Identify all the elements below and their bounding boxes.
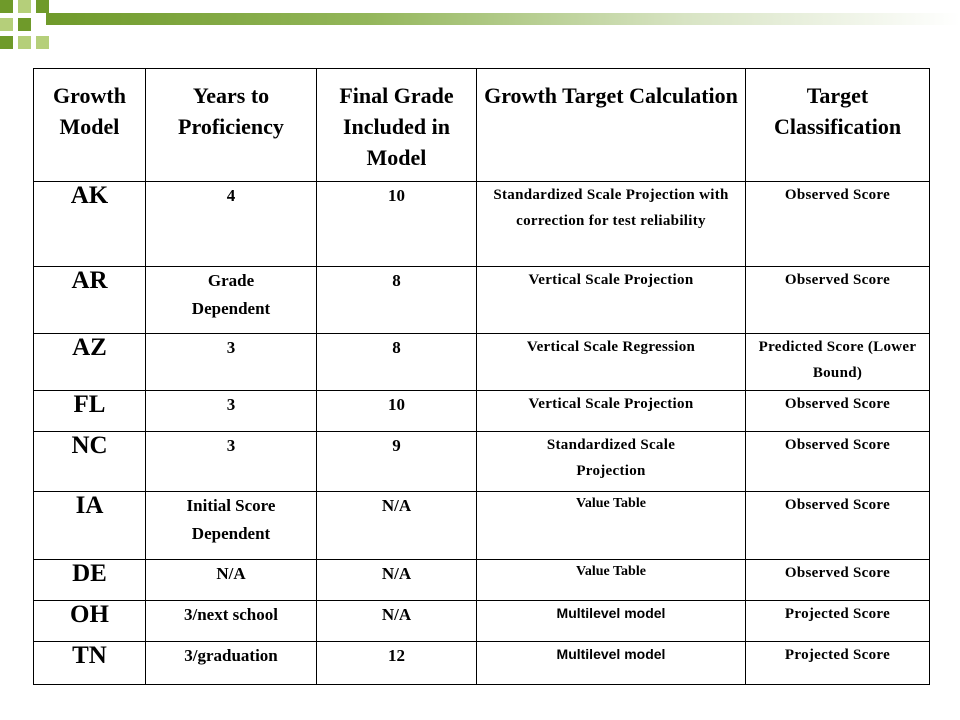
deco-square: [18, 36, 31, 49]
calc-cell: Vertical Scale Projection: [477, 391, 746, 432]
state-cell: OH: [34, 601, 146, 642]
calc-cell: Vertical Scale Regression: [477, 334, 746, 391]
classification-cell: Observed Score: [746, 492, 930, 560]
table-row: [34, 267, 930, 334]
classification-cell: Observed Score: [746, 432, 930, 492]
table-row: [34, 432, 930, 492]
years-text: Initial Score Dependent: [186, 496, 276, 543]
grade-cell: N/A: [317, 560, 477, 601]
years-cell: [146, 267, 317, 334]
grade-cell: 8: [317, 267, 477, 334]
grade-cell: 10: [317, 391, 477, 432]
calc-cell: [477, 432, 746, 492]
state-cell: AZ: [34, 334, 146, 391]
header-decoration: [0, 0, 960, 60]
state-cell: DE: [34, 560, 146, 601]
calc-text: Standardized Scale Projection with correction for test reliability: [493, 187, 729, 229]
classification-cell: Observed Score: [746, 391, 930, 432]
table-row: [34, 334, 930, 391]
state-cell: AR: [34, 267, 146, 334]
grade-cell: 10: [317, 182, 477, 267]
classification-cell: Observed Score: [746, 560, 930, 601]
years-cell: 3: [146, 334, 317, 391]
header-years-to-proficiency: Years to Proficiency: [146, 69, 317, 182]
calc-cell: Value Table: [477, 492, 746, 560]
header-growth-model: Growth Model: [34, 69, 146, 182]
years-cell: 3: [146, 391, 317, 432]
deco-square: [0, 18, 13, 31]
years-cell: 4: [146, 182, 317, 267]
deco-square: [18, 18, 31, 31]
calc-cell: Value Table: [477, 560, 746, 601]
deco-square: [0, 36, 13, 49]
header-final-grade: Final Grade Included in Model: [317, 69, 477, 182]
table-row: [34, 492, 930, 560]
header-growth-target-calc: Growth Target Calculation: [477, 69, 746, 182]
grade-cell: N/A: [317, 492, 477, 560]
table-header-row: [34, 69, 930, 182]
grade-cell: N/A: [317, 601, 477, 642]
state-cell: IA: [34, 492, 146, 560]
table-row: [34, 601, 930, 642]
state-cell: FL: [34, 391, 146, 432]
deco-square: [18, 0, 31, 13]
classification-cell: Projected Score: [746, 642, 930, 685]
years-cell: 3/next school: [146, 601, 317, 642]
years-cell: 3: [146, 432, 317, 492]
deco-square: [0, 0, 13, 13]
calc-cell: [477, 182, 746, 267]
classification-cell: [746, 334, 930, 391]
deco-square: [36, 36, 49, 49]
table-row: [34, 642, 930, 685]
classification-text: Predicted Score (Lower Bound): [758, 339, 917, 381]
classification-cell: Observed Score: [746, 267, 930, 334]
years-text: Grade Dependent: [191, 271, 271, 318]
years-cell: N/A: [146, 560, 317, 601]
calc-cell: Multilevel model: [477, 642, 746, 685]
classification-cell: Projected Score: [746, 601, 930, 642]
table-row: [34, 560, 930, 601]
years-cell: [146, 492, 317, 560]
years-cell: 3/graduation: [146, 642, 317, 685]
header-target-classification: Target Classification: [746, 69, 930, 182]
table-row: [34, 182, 930, 267]
calc-cell: Vertical Scale Projection: [477, 267, 746, 334]
table-row: [34, 391, 930, 432]
state-cell: NC: [34, 432, 146, 492]
grade-cell: 8: [317, 334, 477, 391]
growth-model-table: [33, 68, 930, 685]
grade-cell: 9: [317, 432, 477, 492]
calc-cell: Multilevel model: [477, 601, 746, 642]
state-cell: AK: [34, 182, 146, 267]
state-cell: TN: [34, 642, 146, 685]
deco-gradient-bar: [46, 13, 960, 25]
grade-cell: 12: [317, 642, 477, 685]
calc-text: Standardized Scale Projection: [546, 437, 676, 479]
classification-cell: Observed Score: [746, 182, 930, 267]
deco-square: [36, 0, 49, 13]
